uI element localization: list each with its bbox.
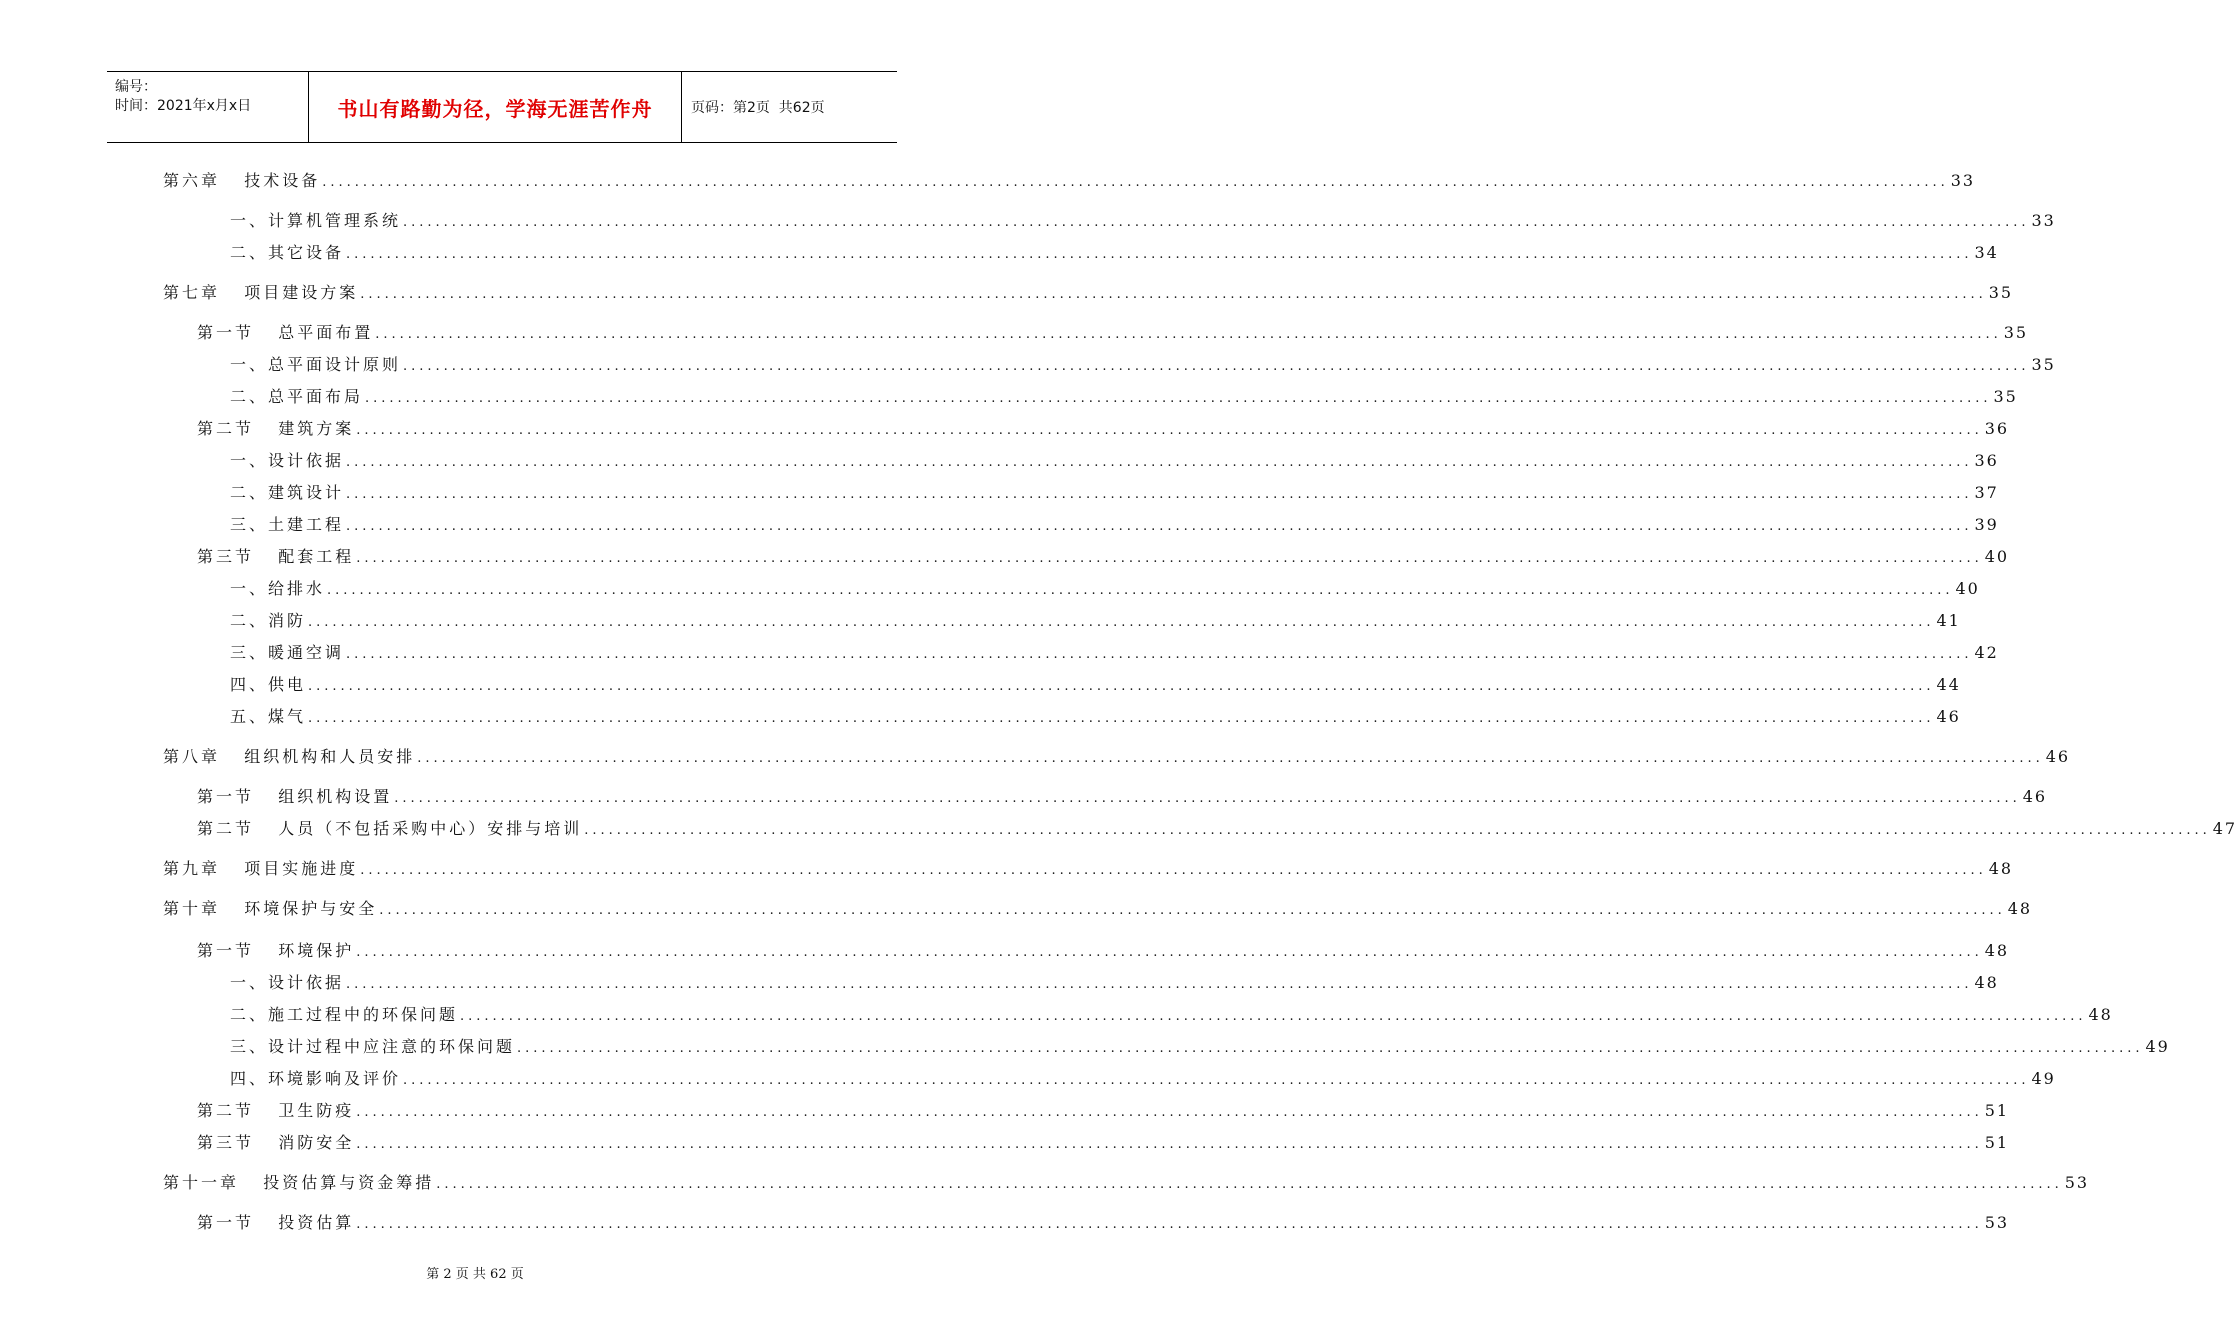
- toc-entry[interactable]: [197, 818, 2237, 840]
- toc-entry-page: 36: [1974, 451, 1999, 470]
- document-number-label: 编号：: [115, 79, 157, 95]
- toc-entry[interactable]: [230, 1004, 2113, 1026]
- toc-entry-page: 48: [2088, 1005, 2113, 1024]
- toc-entry-title: 第三节 配套工程: [197, 547, 355, 566]
- toc-leader-dots: ........................................................................................................................................................................................................: [356, 1217, 1983, 1232]
- toc-entry[interactable]: [230, 482, 1999, 504]
- toc-entry-title: 第七章 项目建设方案: [163, 283, 359, 302]
- page-footer: 第 2 页 共 62 页: [426, 1267, 524, 1282]
- toc-entry[interactable]: [230, 610, 1961, 632]
- toc-leader-dots: ........................................................................................................................................................................................................: [436, 1177, 2063, 1192]
- toc-entry-page: 40: [1984, 547, 2010, 566]
- toc-leader-dots: ........................................................................................................................................................................................................: [403, 359, 2030, 374]
- toc-entry-page: 42: [1974, 643, 1999, 662]
- toc-entry-title: 三、土建工程: [230, 515, 345, 534]
- toc-entry[interactable]: [230, 578, 1980, 600]
- toc-entry-title: 一、给排水: [230, 579, 326, 598]
- toc-entry[interactable]: [163, 1172, 2090, 1194]
- toc-leader-dots: ........................................................................................................................................................................................................: [356, 1137, 1983, 1152]
- toc-entry-title: 第八章 组织机构和人员安排: [163, 747, 416, 766]
- toc-entry-title: 第六章 技术设备: [163, 171, 321, 190]
- toc-entry-title: 五、煤气: [230, 707, 307, 726]
- toc-entry[interactable]: [163, 170, 1976, 192]
- toc-entry-title: 二、施工过程中的环保问题: [230, 1005, 459, 1024]
- toc-entry-title: 第十章 环境保护与安全: [163, 899, 378, 918]
- toc-entry-title: 第二节 卫生防疫: [197, 1101, 355, 1120]
- toc-entry-page: 35: [1988, 283, 2014, 302]
- toc-entry-title: 一、设计依据: [230, 451, 345, 470]
- toc-entry-page: 35: [2003, 323, 2029, 342]
- toc-entry-page: 53: [1984, 1213, 2010, 1232]
- document-time-label: 时间：2021年x月x日: [115, 98, 252, 114]
- toc-leader-dots: ........................................................................................................................................................................................................: [308, 711, 1935, 726]
- toc-entry-page: 41: [1936, 611, 1961, 630]
- toc-entry[interactable]: [230, 1036, 2170, 1058]
- toc-entry-title: 第二节 人员（不包括采购中心）安排与培训: [197, 819, 583, 838]
- toc-leader-dots: ........................................................................................................................................................................................................: [356, 551, 1983, 566]
- toc-entry[interactable]: [230, 242, 1999, 264]
- toc-entry-title: 四、供电: [230, 675, 307, 694]
- toc-leader-dots: ........................................................................................................................................................................................................: [346, 647, 1973, 662]
- toc-leader-dots: ........................................................................................................................................................................................................: [379, 903, 2006, 918]
- toc-entry[interactable]: [230, 1068, 2056, 1090]
- toc-entry[interactable]: [163, 898, 2033, 920]
- toc-entry-title: 第九章 项目实施进度: [163, 859, 359, 878]
- toc-leader-dots: ........................................................................................................................................................................................................: [365, 391, 1992, 406]
- toc-entry[interactable]: [197, 786, 2048, 808]
- toc-entry-title: 四、环境影响及评价: [230, 1069, 402, 1088]
- toc-leader-dots: ........................................................................................................................................................................................................: [346, 519, 1973, 534]
- toc-leader-dots: ........................................................................................................................................................................................................: [403, 215, 2030, 230]
- toc-entry[interactable]: [197, 1212, 2010, 1234]
- toc-entry-title: 第一节 投资估算: [197, 1213, 355, 1232]
- toc-entry[interactable]: [197, 1100, 2010, 1122]
- toc-entry-title: 一、设计依据: [230, 973, 345, 992]
- toc-leader-dots: ........................................................................................................................................................................................................: [346, 487, 1973, 502]
- toc-entry-page: 53: [2064, 1173, 2090, 1192]
- toc-leader-dots: ........................................................................................................................................................................................................: [360, 287, 1987, 302]
- toc-entry-page: 39: [1974, 515, 1999, 534]
- toc-leader-dots: ........................................................................................................................................................................................................: [356, 423, 1983, 438]
- toc-leader-dots: ........................................................................................................................................................................................................: [322, 175, 1949, 190]
- toc-leader-dots: ........................................................................................................................................................................................................: [346, 247, 1973, 262]
- toc-entry[interactable]: [230, 642, 1999, 664]
- toc-entry[interactable]: [197, 940, 2010, 962]
- toc-entry-title: 第三节 消防安全: [197, 1133, 355, 1152]
- toc-entry[interactable]: [163, 858, 2014, 880]
- header-meta: [107, 72, 309, 142]
- toc-leader-dots: ........................................................................................................................................................................................................: [403, 1073, 2030, 1088]
- toc-leader-dots: ........................................................................................................................................................................................................: [360, 863, 1987, 878]
- toc-entry-page: 46: [2022, 787, 2048, 806]
- toc-leader-dots: ........................................................................................................................................................................................................: [375, 327, 2002, 342]
- toc-leader-dots: ........................................................................................................................................................................................................: [584, 823, 2211, 838]
- toc-entry-page: 46: [1936, 707, 1961, 726]
- toc-leader-dots: ........................................................................................................................................................................................................: [346, 977, 1973, 992]
- toc-entry-page: 33: [1950, 171, 1976, 190]
- toc-leader-dots: ........................................................................................................................................................................................................: [327, 583, 1954, 598]
- toc-leader-dots: ........................................................................................................................................................................................................: [417, 751, 2044, 766]
- toc-entry[interactable]: [230, 354, 2056, 376]
- toc-entry-title: 二、总平面布局: [230, 387, 364, 406]
- toc-entry-title: 三、暖通空调: [230, 643, 345, 662]
- toc-leader-dots: ........................................................................................................................................................................................................: [346, 455, 1973, 470]
- toc-leader-dots: ........................................................................................................................................................................................................: [517, 1041, 2144, 1056]
- toc-entry-title: 一、计算机管理系统: [230, 211, 402, 230]
- header-motto: 书山有路勤为径，学海无涯苦作舟: [337, 96, 653, 121]
- toc-entry[interactable]: [230, 450, 1999, 472]
- toc-entry[interactable]: [230, 706, 1961, 728]
- toc-entry-page: 44: [1936, 675, 1961, 694]
- toc-entry-title: 第二节 建筑方案: [197, 419, 355, 438]
- page-header: [107, 71, 897, 143]
- toc-entry-page: 33: [2031, 211, 2056, 230]
- toc-entry[interactable]: [197, 322, 2029, 344]
- toc-entry-title: 第一节 环境保护: [197, 941, 355, 960]
- toc-leader-dots: ........................................................................................................................................................................................................: [356, 1105, 1983, 1120]
- toc-entry-page: 51: [1984, 1133, 2010, 1152]
- toc-entry-page: 35: [1993, 387, 2018, 406]
- toc-entry[interactable]: [230, 972, 1999, 994]
- toc-leader-dots: ........................................................................................................................................................................................................: [356, 945, 1983, 960]
- toc-entry-page: 36: [1984, 419, 2010, 438]
- toc-entry-title: 三、设计过程中应注意的环保问题: [230, 1037, 516, 1056]
- toc-entry-page: 47: [2212, 819, 2237, 838]
- toc-entry[interactable]: [163, 282, 2014, 304]
- toc-entry-page: 46: [2045, 747, 2071, 766]
- toc-entry[interactable]: [230, 386, 2018, 408]
- toc-entry-title: 二、其它设备: [230, 243, 345, 262]
- toc-entry-title: 第一节 总平面布置: [197, 323, 374, 342]
- toc-entry[interactable]: [163, 746, 2071, 768]
- toc-entry[interactable]: [197, 546, 2010, 568]
- toc-leader-dots: ........................................................................................................................................................................................................: [308, 615, 1935, 630]
- toc-entry-page: 48: [1984, 941, 2010, 960]
- toc-entry-page: 49: [2145, 1037, 2170, 1056]
- toc-entry[interactable]: [197, 1132, 2010, 1154]
- toc-entry-page: 48: [2007, 899, 2033, 918]
- toc-entry-title: 第十一章 投资估算与资金筹措: [163, 1173, 435, 1192]
- header-motto-cell: [309, 72, 682, 142]
- toc-entry-page: 40: [1955, 579, 1980, 598]
- toc-entry-page: 34: [1974, 243, 1999, 262]
- toc-entry-title: 第一节 组织机构设置: [197, 787, 393, 806]
- toc-entry[interactable]: [230, 514, 1999, 536]
- toc-entry[interactable]: [197, 418, 2010, 440]
- toc-entry-page: 37: [1974, 483, 1999, 502]
- toc-leader-dots: ........................................................................................................................................................................................................: [460, 1009, 2087, 1024]
- toc-entry-title: 二、消防: [230, 611, 307, 630]
- toc-entry-title: 二、建筑设计: [230, 483, 345, 502]
- toc-entry-page: 48: [1988, 859, 2014, 878]
- toc-leader-dots: ........................................................................................................................................................................................................: [394, 791, 2021, 806]
- toc-entry-title: 一、总平面设计原则: [230, 355, 402, 374]
- toc-entry-page: 49: [2031, 1069, 2056, 1088]
- toc-entry-page: 51: [1984, 1101, 2010, 1120]
- toc-entry-page: 48: [1974, 973, 1999, 992]
- header-page-info: 页码：第2页 共62页: [691, 100, 825, 116]
- toc-leader-dots: ........................................................................................................................................................................................................: [308, 679, 1935, 694]
- toc-entry[interactable]: [230, 210, 2056, 232]
- toc-entry[interactable]: [230, 674, 1961, 696]
- toc-entry-page: 35: [2031, 355, 2056, 374]
